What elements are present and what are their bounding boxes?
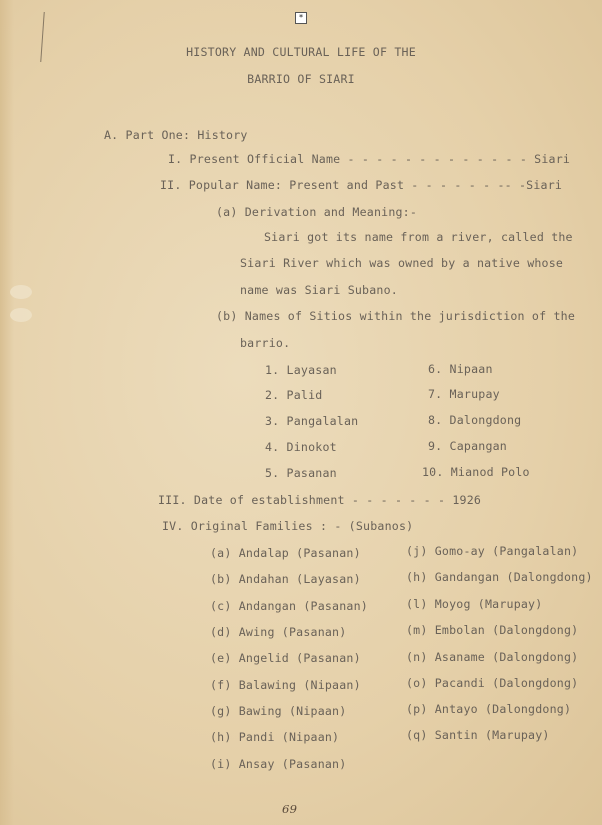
family-item: (l) Moyog (Marupay) [406, 597, 543, 611]
document-title-line-1: HISTORY AND CULTURAL LIFE OF THE [186, 45, 416, 59]
punch-hole [10, 285, 32, 299]
family-item: (o) Pacandi (Dalongdong) [406, 676, 579, 690]
derivation-heading: (a) Derivation and Meaning:- [216, 205, 418, 219]
sitio-item: 7. Marupay [428, 387, 500, 401]
sitio-item: 6. Nipaan [428, 362, 493, 376]
archive-stamp-icon: * [295, 12, 307, 24]
sitio-item: 8. Dalongdong [428, 413, 522, 427]
sitios-heading: (b) Names of Sitios within the jurisdiction of the [216, 309, 576, 323]
family-item: (q) Santin (Marupay) [406, 728, 550, 742]
sitio-item: 5. Pasanan [265, 466, 337, 480]
family-item: (c) Andangan (Pasanan) [210, 599, 368, 613]
family-item: (g) Bawing (Nipaan) [210, 704, 347, 718]
establishment-line: III. Date of establishment - - - - - - - 1926 [158, 493, 482, 507]
derivation-text-line: Siari River which was owned by a native whose [240, 256, 564, 270]
popular-name-line: II. Popular Name: Present and Past - - - - - - -- -Siari [160, 178, 563, 192]
family-item: (p) Antayo (Dalongdong) [406, 702, 572, 716]
sitio-item: 3. Pangalalan [265, 414, 359, 428]
derivation-text-line: name was Siari Subano. [240, 283, 398, 297]
sitio-item: 2. Palid [265, 388, 323, 402]
family-item: (h) Pandi (Nipaan) [210, 730, 340, 744]
punch-hole [10, 308, 32, 322]
section-part-one: A. Part One: History [104, 128, 248, 142]
family-item: (j) Gomo-ay (Pangalalan) [406, 544, 579, 558]
family-item: (f) Balawing (Nipaan) [210, 678, 361, 692]
original-families-heading: IV. Original Families : - (Subanos) [162, 519, 414, 533]
handwritten-page-number: 69 [282, 802, 298, 816]
sitios-heading-cont: barrio. [240, 336, 291, 350]
official-name-line: I. Present Official Name - - - - - - - - - - - - - Siari [168, 152, 571, 166]
page-edge-shadow [0, 0, 14, 825]
derivation-text-line: Siari got its name from a river, called the [264, 230, 573, 244]
document-title-line-2: BARRIO OF SIARI [247, 72, 355, 86]
family-item: (d) Awing (Pasanan) [210, 625, 347, 639]
family-item: (e) Angelid (Pasanan) [210, 651, 361, 665]
sitio-item: 1. Layasan [265, 363, 337, 377]
sitio-item: 4. Dinokot [265, 440, 337, 454]
family-item: (b) Andahan (Layasan) [210, 572, 361, 586]
family-item: (a) Andalap (Pasanan) [210, 546, 361, 560]
sitio-item: 9. Capangan [428, 439, 507, 453]
family-item: (n) Asaname (Dalongdong) [406, 650, 579, 664]
family-item: (h) Gandangan (Dalongdong) [406, 570, 593, 584]
sitio-item: 10. Mianod Polo [422, 465, 530, 479]
family-item: (m) Embolan (Dalongdong) [406, 623, 579, 637]
family-item: (i) Ansay (Pasanan) [210, 757, 347, 771]
